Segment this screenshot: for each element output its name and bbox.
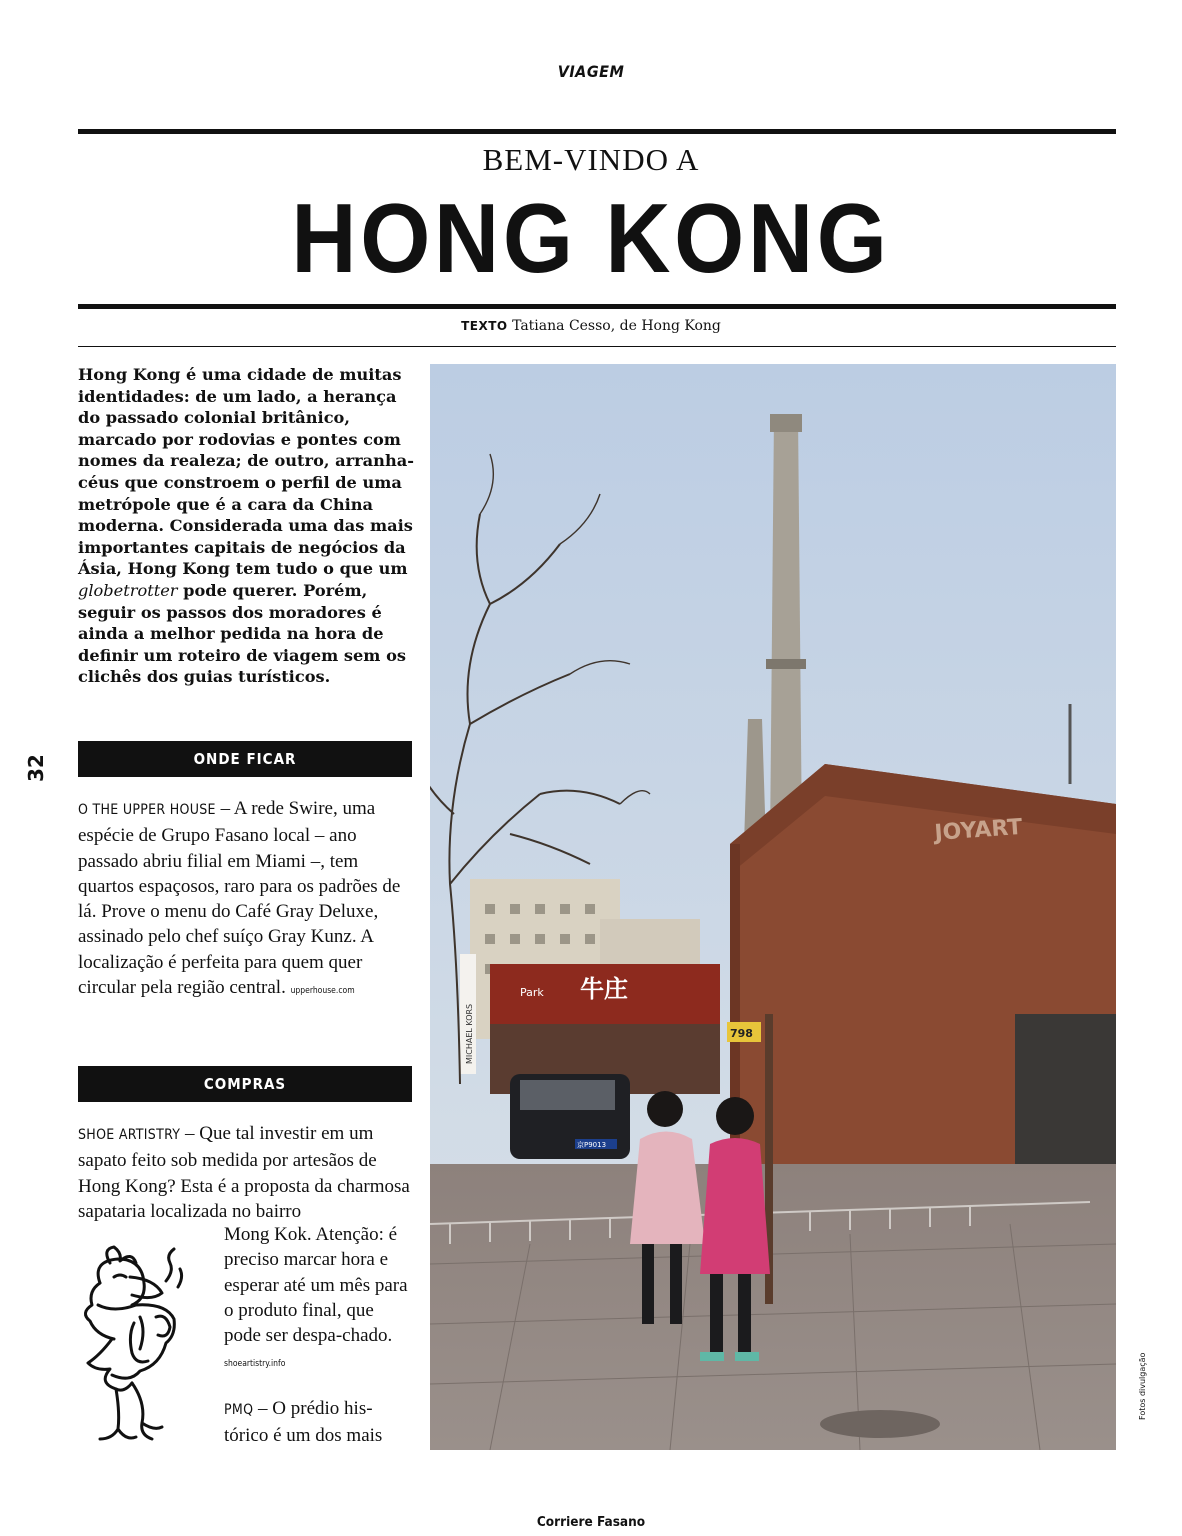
- section-heading-stay: ONDE FICAR: [78, 741, 412, 777]
- headline-bottom-rule: [78, 304, 1116, 309]
- sign-shop-small: Park: [520, 986, 544, 999]
- glass-front: [1015, 1014, 1116, 1164]
- byline-text: Tatiana Cesso, de Hong Kong: [512, 318, 721, 334]
- photo-credit: Fotos divulgação: [1138, 1352, 1147, 1420]
- shop-entry: [78, 1121, 412, 1224]
- kicker: BEM-VINDO A: [482, 142, 700, 177]
- section-label: VIAGEM: [557, 62, 625, 81]
- page-number: 32: [24, 754, 48, 782]
- street-photo: [430, 364, 1116, 1450]
- intro-paragraph: [78, 364, 414, 688]
- pmq-entry: [224, 1396, 414, 1449]
- footer: Corriere Fasano: [536, 1514, 646, 1530]
- manhole: [820, 1410, 940, 1438]
- byline-rule: [78, 346, 1116, 347]
- top-rule: [78, 129, 1116, 134]
- pole-sign-text: MICHAEL KORS: [465, 1003, 474, 1064]
- stay-entry-text: – A rede Swire, uma espécie de Grupo Fasano local – ano passado abriu filial em Miami –, tem quartos espaçosos, raro para os padrões de lá. Prove o menu do Café Gray Deluxe, assinado pelo chef suíço Gray Kunz. A localização é perfeita para quem quer circular pela região central.: [78, 798, 401, 999]
- pmq-entry-lead: PMQ: [224, 1402, 254, 1418]
- byline: [0, 318, 1182, 334]
- intro-italic: globetrotter: [78, 580, 178, 600]
- stay-entry-url[interactable]: upperhouse.com: [290, 986, 355, 997]
- stay-entry: [78, 796, 412, 1004]
- duck-illustration: [70, 1243, 220, 1453]
- shop-entry-url[interactable]: shoeartistry.info: [224, 1359, 286, 1370]
- headline: HONG KONG: [291, 183, 891, 293]
- byline-label: TEXTO: [461, 319, 508, 333]
- shop-entry-continued: [224, 1222, 414, 1378]
- shop-entry-text-b: Mong Kok. Atenção: é preciso marcar hora e esperar até um mês para o produto final, que pode ser despa-chado.: [224, 1224, 408, 1347]
- shop-entry-text-a: – Que tal investir em um sapato feito sob medida por artesãos de Hong Kong? Esta é a proposta da charmosa sapataria localizada no bairro: [78, 1123, 410, 1222]
- price-sign-text: 798: [730, 1027, 753, 1040]
- intro-text-1: Hong Kong é uma cidade de muitas identidades: de um lado, a herança do passado colonial britânico, marcado por rodovias e pontes com nomes da realeza; de outro, arranha-céus que constroem o perfil de uma metrópole que é a cara da China moderna. Considerada uma das mais importantes capitais de negócios da Ásia, Hong Kong tem tudo o que um: [78, 365, 414, 579]
- shop-entry-lead: SHOE ARTISTRY: [78, 1127, 181, 1143]
- van: [510, 1074, 630, 1159]
- pmq-entry-text: – O prédio his-tórico é um dos mais: [224, 1398, 383, 1447]
- sign-building: JOYART: [933, 814, 1024, 846]
- intro-text-2: pode querer. Porém, seguir os passos dos moradores é ainda a melhor pedida na hora de definir um roteiro de viagem sem os clichês dos guias turísticos.: [78, 580, 406, 687]
- stay-entry-lead: O THE UPPER HOUSE: [78, 802, 216, 818]
- section-heading-shop: COMPRAS: [78, 1066, 412, 1102]
- sign-shop: 牛庄: [580, 975, 628, 1003]
- plate-text: 京P9013: [577, 1141, 607, 1149]
